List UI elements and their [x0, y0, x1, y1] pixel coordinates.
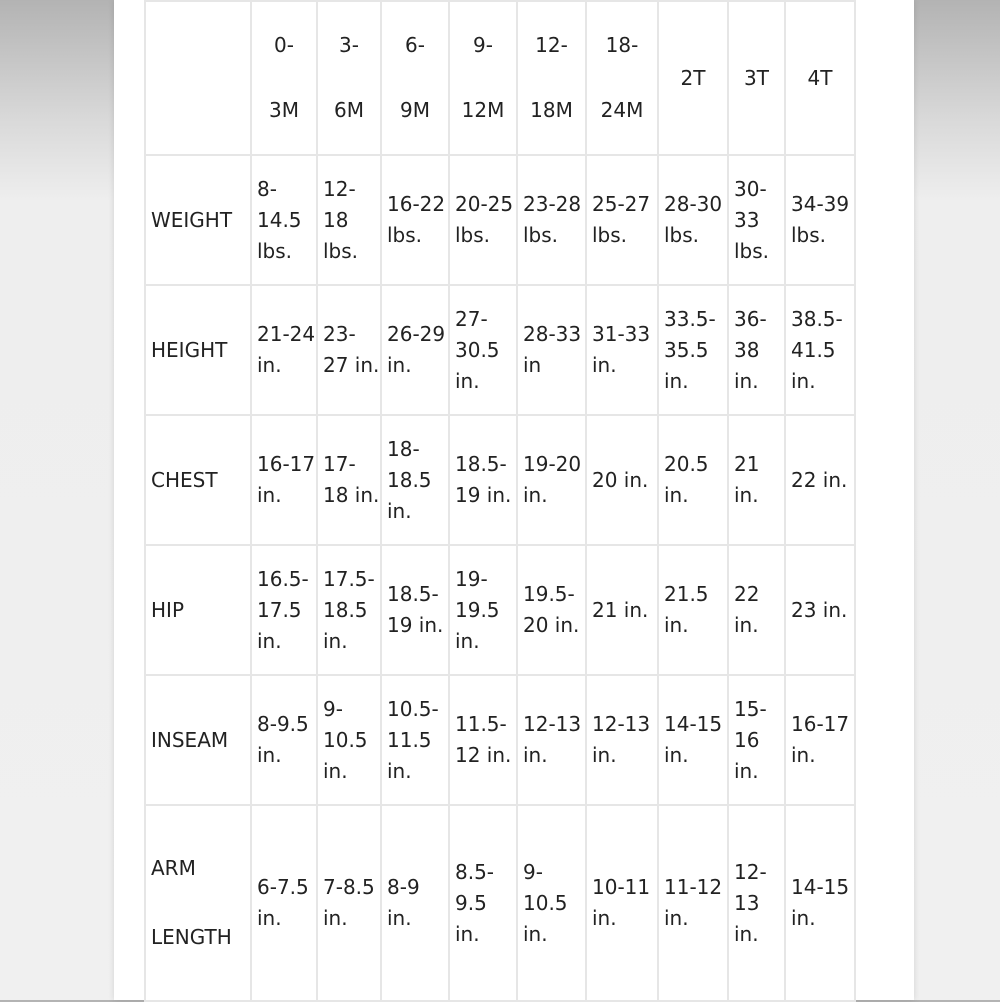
table-cell: 8-9.5 in. [251, 675, 317, 805]
table-cell: 17-18 in. [317, 415, 381, 545]
table-cell: 9-10.5 in. [517, 805, 586, 1001]
table-row-arm-length [145, 805, 855, 1001]
table-cell: 19.5-20 in. [517, 545, 586, 675]
table-cell: 28-30 lbs. [658, 155, 728, 285]
table-cell: 30-33 lbs. [728, 155, 785, 285]
table-cell: 14-15 in. [658, 675, 728, 805]
table-cell: 17.5-18.5 in. [317, 545, 381, 675]
column-header: 18- 24M [586, 1, 658, 155]
table-cell: 16-22 lbs. [381, 155, 449, 285]
table-cell: 31-33 in. [586, 285, 658, 415]
table-cell: 34-39 lbs. [785, 155, 855, 285]
table-cell: 33.5-35.5 in. [658, 285, 728, 415]
table-cell: 11.5-12 in. [449, 675, 517, 805]
header-row [145, 1, 855, 155]
corner-cell [145, 1, 251, 155]
table-cell: 12-18 lbs. [317, 155, 381, 285]
table-cell: 36-38 in. [728, 285, 785, 415]
row-label: HIP [145, 545, 251, 675]
table-cell: 8-9 in. [381, 805, 449, 1001]
row-label: INSEAM [145, 675, 251, 805]
table-row-chest [145, 415, 855, 545]
row-label: WEIGHT [145, 155, 251, 285]
table-cell: 26-29 in. [381, 285, 449, 415]
column-header: 0- 3M [251, 1, 317, 155]
table-cell: 14-15 in. [785, 805, 855, 1001]
column-header: 2T [658, 1, 728, 155]
table-cell: 19-19.5 in. [449, 545, 517, 675]
column-header: 4T [785, 1, 855, 155]
table-cell: 25-27 lbs. [586, 155, 658, 285]
column-header: 6- 9M [381, 1, 449, 155]
row-label: ARM LENGTH [145, 805, 251, 1001]
column-header: 3T [728, 1, 785, 155]
column-header: 12- 18M [517, 1, 586, 155]
table-cell: 21 in. [586, 545, 658, 675]
table-cell: 19-20 in. [517, 415, 586, 545]
table-cell: 21 in. [728, 415, 785, 545]
table-cell: 21-24 in. [251, 285, 317, 415]
table-cell: 21.5 in. [658, 545, 728, 675]
table-cell: 23-28 lbs. [517, 155, 586, 285]
column-header: 9- 12M [449, 1, 517, 155]
table-cell: 16-17 in. [251, 415, 317, 545]
table-cell: 18.5-19 in. [381, 545, 449, 675]
table-cell: 38.5-41.5 in. [785, 285, 855, 415]
table-cell: 12-13 in. [728, 805, 785, 1001]
table-cell: 20 in. [586, 415, 658, 545]
table-cell: 12-13 in. [517, 675, 586, 805]
table-cell: 11-12 in. [658, 805, 728, 1001]
table-cell: 6-7.5 in. [251, 805, 317, 1001]
size-chart-sheet [114, 0, 914, 1000]
table-cell: 16.5-17.5 in. [251, 545, 317, 675]
table-cell: 22 in. [785, 415, 855, 545]
table-cell: 23 in. [785, 545, 855, 675]
row-label: HEIGHT [145, 285, 251, 415]
table-cell: 20-25 lbs. [449, 155, 517, 285]
table-cell: 28-33 in [517, 285, 586, 415]
table-cell: 10-11 in. [586, 805, 658, 1001]
table-cell: 16-17 in. [785, 675, 855, 805]
table-cell: 8-14.5 lbs. [251, 155, 317, 285]
table-cell: 15-16 in. [728, 675, 785, 805]
table-cell: 27-30.5 in. [449, 285, 517, 415]
table-cell: 18.5-19 in. [449, 415, 517, 545]
row-label: CHEST [145, 415, 251, 545]
table-cell: 23-27 in. [317, 285, 381, 415]
column-header: 3- 6M [317, 1, 381, 155]
table-cell: 10.5-11.5 in. [381, 675, 449, 805]
table-cell: 9-10.5 in. [317, 675, 381, 805]
table-cell: 18-18.5 in. [381, 415, 449, 545]
table-row-inseam [145, 675, 855, 805]
table-row-weight [145, 155, 855, 285]
table-cell: 12-13 in. [586, 675, 658, 805]
table-cell: 8.5-9.5 in. [449, 805, 517, 1001]
table-cell: 22 in. [728, 545, 785, 675]
table-cell: 20.5 in. [658, 415, 728, 545]
table-row-hip [145, 545, 855, 675]
table-row-height [145, 285, 855, 415]
size-chart-table [144, 0, 856, 1002]
table-cell: 7-8.5 in. [317, 805, 381, 1001]
